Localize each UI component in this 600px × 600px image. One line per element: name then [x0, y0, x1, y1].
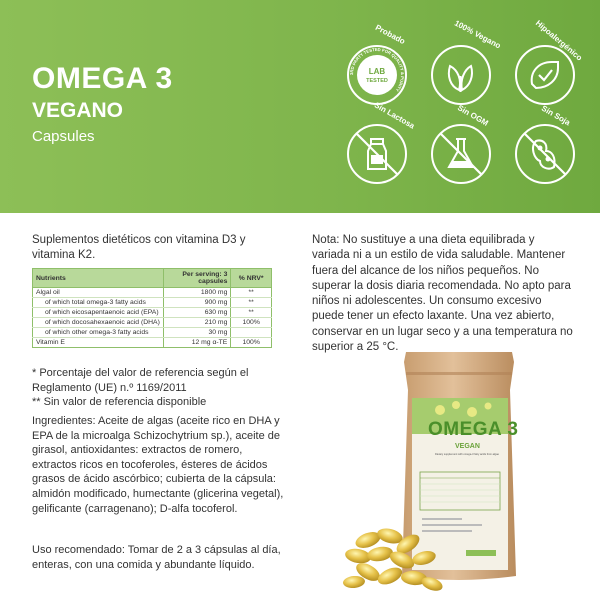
no-gmo-icon: [428, 121, 494, 187]
softgel-capsules-image: [338, 520, 448, 595]
header-banner: [0, 0, 600, 213]
nutrient-amount: 900 mg: [164, 298, 231, 308]
nutrient-amount: 210 mg: [164, 318, 231, 328]
badge-label: Sin OGM: [456, 103, 490, 128]
note-text: Nota: No sustituye a una dieta equilibrada y variada ni a un estilo de vida saludable. Mantener fuera del alcance de los niños pequeños. No superar la dosis diaria recomendada. No apto para niños ni adolescentes. Un consumo excesivo puede tener un efecto laxante. Una vez abierto, conservar en un lugar seco y a una temperatura no superior a 25 °C.: [312, 234, 573, 354]
header-nrv: % NRV*: [231, 269, 272, 288]
product-form: Capsules: [32, 128, 95, 145]
footnote-nrv: * Porcentaje del valor de referencia según el Reglamento (UE) n.º 1169/2011: [32, 367, 249, 394]
nutrient-name: Algal oil: [33, 288, 164, 298]
nutrient-nrv: 100%: [231, 338, 272, 348]
badge-label: Sin Lactosa: [372, 100, 417, 131]
product-title: OMEGA 3: [32, 62, 173, 95]
leaves-icon: [428, 42, 494, 108]
badge-vegan: [428, 18, 503, 108]
pouch-brand: OMEGA 3: [428, 419, 519, 440]
nutrient-nrv: **: [231, 288, 272, 298]
ingredients-text: Ingredientes: Aceite de algas (aceite rico en DHA y EPA de la microalga Schizochytrium sp.), aceite de girasol, antioxidantes: extractos de romero, extractos ricos en tocoferoles, ésteres de ácidos grasos de ácido ascórbico; cubierta de la cápsula: almidón modificado, humectante (glicerina vegetal), gelificante (carragenano); D-alfa tocoferol.: [32, 415, 284, 515]
nutrient-amount: 30 mg: [164, 328, 231, 338]
lab-tested-icon: [344, 42, 410, 108]
footnote-no-reference: ** Sin valor de referencia disponible: [32, 396, 207, 408]
nutrient-name: of which docosahexaenoic acid (DHA): [33, 318, 164, 328]
header-per-serving: Per serving: 3 capsules: [164, 269, 231, 288]
nutrient-nrv: **: [231, 308, 272, 318]
pouch-tagline: Dietary supplement with omega-3 fatty acids from algae: [434, 453, 499, 456]
badge-no-soy: [512, 103, 578, 187]
footnotes: [32, 366, 282, 410]
nutrient-nrv: 100%: [231, 318, 272, 328]
badge-no-lactose: [344, 100, 417, 187]
badge-label: Sin Soja: [539, 103, 572, 128]
badge-no-gmo: [428, 103, 494, 187]
pouch-variant: VEGAN: [455, 443, 480, 450]
no-lactose-icon: [344, 121, 410, 187]
badge-label: Hipoalergénico: [533, 18, 584, 63]
seal-line-2: TESTED: [366, 78, 388, 84]
nutrient-name: Vitamin E: [33, 338, 164, 348]
nutrient-nrv: **: [231, 298, 272, 308]
usage-text: Uso recomendado: Tomar de 2 a 3 cápsulas al día, enteras, con una comida y abundante líquido.: [32, 544, 281, 571]
table-row: [33, 308, 272, 318]
nutrient-amount: 12 mg α-TE: [164, 338, 231, 348]
badge-hypoallergenic: [512, 18, 584, 108]
table-row: [33, 298, 272, 308]
product-subtitle: VEGANO: [32, 99, 124, 122]
table-row: [33, 338, 272, 348]
table-row: [33, 318, 272, 328]
nutrient-amount: 1800 mg: [164, 288, 231, 298]
seal-ring-text: 3RD PARTY TESTED FOR QUALITY & PURITY: [348, 46, 406, 93]
table-row: [33, 288, 272, 298]
table-row: [33, 328, 272, 338]
header-nutrients: Nutrients: [33, 269, 164, 288]
nutrient-nrv: [231, 328, 272, 338]
badge-lab-tested: [344, 22, 410, 108]
nutrient-name: of which other omega-3 fatty acids: [33, 328, 164, 338]
nutrition-header-row: [33, 269, 272, 288]
nutrient-name: of which total omega-3 fatty acids: [33, 298, 164, 308]
nutrient-name: of which eicosapentaenoic acid (EPA): [33, 308, 164, 318]
seal-line-1: LAB: [368, 67, 386, 76]
badge-label: 100% Vegano: [452, 18, 503, 51]
nutrient-amount: 630 mg: [164, 308, 231, 318]
intro-text: Suplementos dietéticos con vitamina D3 y vitamina K2.: [32, 234, 246, 261]
nutrition-table: [32, 268, 272, 348]
no-soy-icon: [512, 121, 578, 187]
badge-label: Probado: [373, 22, 407, 47]
